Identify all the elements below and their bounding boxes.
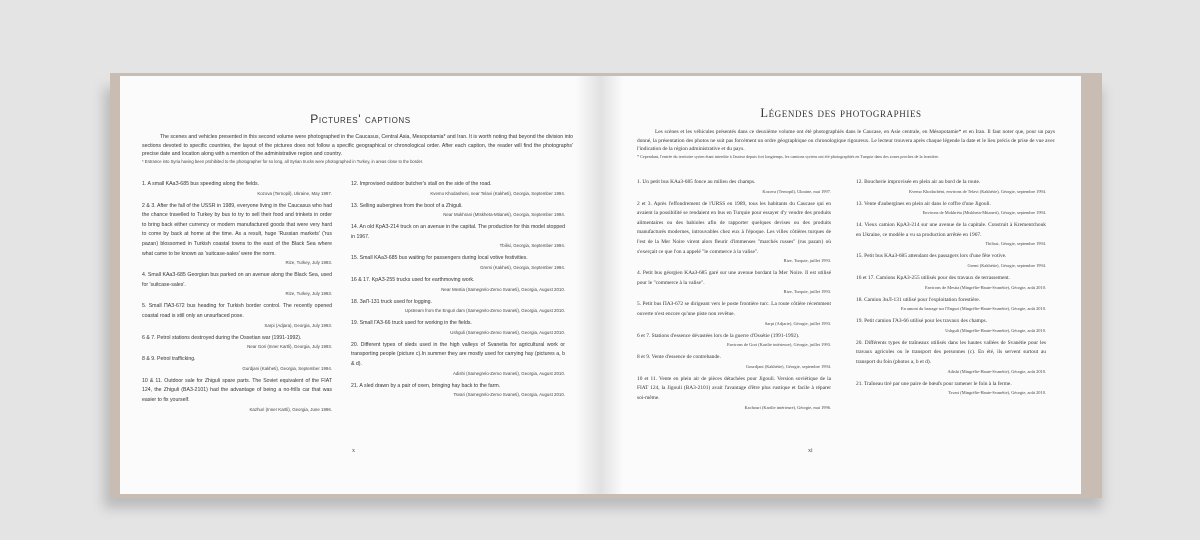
caption-text: 21. A sled drawn by a pair of oxen, bringing hay back to the farm.: [351, 382, 501, 389]
caption-location: Rize, Turquie, juillet 1993.: [783, 258, 831, 264]
caption-item: [637, 375, 831, 412]
caption-location: Tsvari (Mingrélie-Haute-Svanétie), Géorgie, août 2010.: [948, 390, 1046, 396]
caption-text: 6 & 7. Petrol stations destroyed during the Ossetian war (1991-1992).: [142, 334, 302, 341]
caption-item: [637, 332, 831, 350]
caption-location: Near Mukhrani (Mtskheta-Mtianeti), Georgia, September 1994.: [443, 212, 565, 218]
caption-item: [351, 254, 565, 272]
caption-text: 10 & 11. Outdoor sale for Zhiguli spare parts. The Soviet equivalent of the FIAT 124, the Zhiguli (BA3-2101) had the advantage of being a no-frills car that was easier to fix yourself.: [142, 377, 332, 403]
caption-location: Environs de Mokhréta (Mtskheta-Mtianeti), Géorgie, septembre 1994.: [922, 210, 1046, 216]
caption-location: Tbilissi, Géorgie, septembre 1994.: [985, 241, 1046, 247]
caption-location: Kozova (Ternopil), Ukraine, May 1997.: [257, 190, 332, 196]
caption-text: 16 et 17. Camions KpAЗ-255 utilisés pour des travaux de terrassement.: [856, 274, 1010, 281]
caption-text: 1. Un petit bus KAaЗ-685 fonce au milieu des champs.: [637, 179, 756, 185]
caption-location: En amont du barrage sur l'Enguri (Mingrélie-Haute-Svanétie), Géorgie, août 2010.: [900, 306, 1046, 312]
caption-location: Upstream from the Enguri dam (Samegrelo-Zemo Svaneti), Georgia, August 2010.: [404, 308, 565, 314]
caption-item: [142, 202, 332, 268]
caption-text: 20. Différents types de traîneaux utilisés dans les hautes vallées de Svanétie pour les travaux agricoles ou le transport des personnes (c). En été, ils servent surtout au transport du foin (photos a, b et d).: [856, 339, 1046, 365]
caption-text: 2 et 3. Après l'effondrement de l'URSS en 1989, tous les habitants du Caucase qui en avaient la possibilité se rendaient en bus en Turquie pour essayer d'y vendre des produits alimentaires ou des babioles afin de rapporter quelques devises ou des produits manufacturés modernes, introuvables chez eux à l'époque. Les villes côtières turques de l'est de la Mer Noire virent alors fleurir d'immenses "marchés russes" (rus pazarı) où s'exerçait ce que l'on a appelé "le commerce à la valise".: [637, 200, 831, 255]
caption-location: Environs de Mestia (Mingrélie-Haute-Svanétie), Géorgie, août 2010.: [925, 284, 1046, 290]
caption-item: [351, 223, 565, 250]
caption-item: [351, 298, 565, 316]
caption-column-2: [856, 178, 1046, 401]
gutter-shade: [601, 76, 623, 494]
caption-text: 1. A small KAaЗ-685 bus speeding along the fields.: [142, 181, 260, 187]
caption-text: 18. ЗиЛ-131 truck used for logging.: [351, 298, 432, 305]
page-title: Légendes des photographies: [760, 106, 922, 120]
caption-item: [142, 355, 332, 373]
caption-text: 12. Boucherie improvisée en plein air au bord de la route.: [856, 179, 981, 185]
caption-location: Kvemo Khodasheni, near Telavi (Kakheti), Georgia, September 1994.: [430, 190, 565, 196]
caption-item: [351, 319, 565, 337]
caption-text: 19. Small ГАЗ-66 truck used for working in the fields.: [351, 320, 472, 327]
caption-text: 14. Vieux camion KpAЗ-214 sur une avenue de la capitale. Construit à Krementchouk en Ukraine, ce modèle a vu sa production arrêtée en 1967.: [856, 222, 1046, 238]
caption-location: Sarpi (Adjarie), Géorgie, juillet 1993.: [764, 320, 831, 326]
caption-item: [856, 317, 1046, 335]
caption-item: [142, 334, 332, 352]
caption-item: [856, 221, 1046, 248]
intro-paragraph: Les scènes et les véhicules présentés dans ce deuxième volume ont été photographiés dans le Caucase, en Asie centrale, en Mésopotamie* et en Iran. Il faut noter que, pour un pays donné, la présentation des photos ne suit pas forcément un ordre géographique ou chronologique rigoureux. Le lecteur trouvera après chaque légende la date et le lieu précis de prise de vue avec l'indication de la région administrative et du pays.: [637, 129, 1055, 153]
caption-text: 5. Small ПАЗ-672 bus heading for Turkish border control. The recently opened coastal road is still only an unsurfaced pose.: [142, 303, 332, 319]
left-page: [120, 76, 601, 494]
caption-item: [637, 269, 831, 296]
caption-location: Adishi (Mingrélie-Haute-Svanétie), Géorgie, août 2010.: [947, 368, 1046, 374]
caption-text: 21. Traîneau tiré par une paire de bœufs pour ramener le foin à la ferme.: [856, 380, 1012, 387]
caption-item: [637, 353, 831, 371]
caption-item: [856, 252, 1046, 270]
caption-text: 12. Improvised outdoor butcher's stall on the side of the road.: [351, 181, 492, 187]
caption-item: [351, 180, 565, 198]
page-title: Pictures' captions: [310, 112, 411, 126]
caption-location: Ushguli (Samegrelo-Zemo Svaneti), Georgia, August 2010.: [450, 329, 565, 335]
caption-item: [351, 202, 565, 220]
caption-location: Kazhuri (Inner Kartli), Georgia, June 1996.: [249, 406, 332, 412]
page-number: xi: [808, 448, 813, 454]
intro-paragraph: The scenes and vehicles presented in this second volume were photographed in the Caucasus, Central Asia, Mesopotamia* and Iran. It is worth noting that beyond the division into sections devoted to specific countries, the layout of the pictures does not follow a specific geographical or chronological order. After each caption, the reader will find the photographs' precise date and location along with a mention of the administrative region and country.: [142, 134, 573, 158]
caption-location: Kvemo Khodachéni, environs de Telavi (Kakhétie), Géorgie, septembre 1994.: [908, 188, 1046, 194]
caption-text: 20. Different types of sleds used in the high valleys of Svanetia for agricultural work or transporting people (picture c).In summer they are mostly used for carrying hay (pictures a, b & d).: [351, 341, 565, 367]
caption-location: Kachouri (Kartlie intérieure), Géorgie, mai 1996.: [744, 404, 831, 410]
caption-text: 13. Vente d'aubergines en plein air dans le coffre d'une Jigouli.: [856, 200, 991, 207]
caption-text: 14. An old KpAЗ-214 truck on an avenue in the capital. The production for this model stopped in 1967.: [351, 224, 565, 240]
caption-text: 4. Small KAaЗ-685 Georgian bus parked on an avenue along the Black Sea, used for 'suitcase-sales'.: [142, 272, 332, 288]
caption-item: [637, 200, 831, 266]
right-page: [601, 76, 1081, 494]
caption-location: Rize, Turkey, July 1993.: [285, 291, 332, 297]
caption-item: [142, 271, 332, 298]
caption-item: [142, 180, 332, 198]
caption-location: Near Mestia (Samegrelo-Zemo Svaneti), Georgia, August 2010.: [441, 286, 565, 292]
caption-location: Rize, Turkey, July 1993.: [285, 260, 332, 266]
caption-item: [856, 178, 1046, 196]
caption-item: [856, 200, 1046, 218]
caption-item: [351, 382, 565, 400]
caption-item: [856, 339, 1046, 376]
caption-location: Gourdjani (Kakhétie), Géorgie, septembre 1994.: [745, 363, 831, 369]
caption-text: 19. Petit camion ГАЗ-66 utilisé pour les travaux des champs.: [856, 318, 988, 325]
caption-item: [637, 178, 831, 196]
caption-location: Tsvari (Samegrelo-Zemo Svaneti), Georgia, August 2010.: [453, 392, 565, 398]
caption-text: 16 & 17. KpAЗ-255 trucks used for earthmoving work.: [351, 276, 475, 283]
caption-text: 2 & 3. After the fall of the USSR in 1989, everyone living in the Caucasus who had the chance travelled to Turkey by bus to try to sell their food and trinkets in order to bring back either currency or modern manufactured goods that were very hard to come by back at home at the time. As a result, huge 'Russian markets' ('rus pazarı) blossomed in Turkish coastal towns to the east of the Black Sea where what came to be known as 'suitcase-sales' were the norm.: [142, 202, 332, 257]
caption-text: 15. Small KAaЗ-685 bus waiting for passengers during local votive festivities.: [351, 255, 528, 262]
caption-column-1: [142, 180, 332, 418]
caption-text: 15. Petit bus KAaЗ-685 attendant des passagers lors d'une fête votive.: [856, 253, 1007, 260]
caption-text: 8 et 9. Vente d'essence de contrebande.: [637, 354, 721, 361]
caption-location: Sarpi (Adjara), Georgia, July 1993.: [264, 322, 332, 328]
caption-location: Gremi (Kakheti), Georgia, September 1994.: [480, 264, 565, 270]
caption-item: [142, 302, 332, 329]
footnote: * Entrance into Syria having been prohibited to the photographer for so long, all Syrian trucks were photographed in Turkey, in areas close to the border.: [142, 159, 424, 164]
caption-location: Environs de Gori (Kartlie intérieure), Géorgie, juillet 1993.: [726, 342, 831, 348]
caption-item: [142, 377, 332, 414]
gutter-shade: [575, 76, 601, 494]
page-number: x: [352, 448, 355, 454]
caption-location: Rize, Turquie, juillet 1993.: [783, 289, 831, 295]
caption-text: 4. Petit bus géorgien KAaЗ-685 garé sur une avenue bordant la Mer Noire. Il est utilisé pour le "commerce à la valise".: [637, 270, 831, 286]
caption-location: Kozova (Ternopil), Ukraine, mai 1997.: [762, 188, 831, 194]
caption-item: [637, 300, 831, 327]
caption-location: Gremi (Kakhétie), Géorgie, septembre 1994.: [967, 262, 1046, 268]
caption-location: Near Gori (Inner Kartli), Georgia, July 1993.: [247, 344, 332, 350]
footnote: * Cependant, l'entrée du territoire syrien étant interdite à l'auteur depuis fort longtemps, les camions syriens ont été photographiés en Turquie dans des zones proches de la frontière.: [637, 154, 939, 159]
caption-text: 5. Petit bus ПАЗ-672 se dirigeant vers le poste frontière turc. La route côtière récemment ouverte n'est encore qu'une piste non revêtue.: [637, 301, 831, 317]
caption-column-2: [351, 180, 565, 403]
caption-location: Adishi (Samegrelo-Zemo Svaneti), Georgia, August 2010.: [452, 370, 565, 376]
caption-item: [856, 380, 1046, 398]
caption-text: 10 et 11. Vente en plein air de pièces détachées pour Jigouli. Version soviétique de la FIAT 124, la Jigouli (BA3-2101) avait l'avantage d'être plus rustique et facile à réparer soi-même.: [637, 375, 831, 401]
caption-location: Ushguli (Mingrélie-Haute-Svanétie), Géorgie, août 2010.: [945, 327, 1046, 333]
caption-text: 13. Selling aubergines from the boot of a Zhiguli.: [351, 202, 463, 209]
caption-location: Tbilisi, Georgia, September 1994.: [499, 243, 565, 249]
caption-item: [351, 276, 565, 294]
caption-text: 8 & 9. Petrol trafficking.: [142, 356, 196, 363]
caption-item: [856, 296, 1046, 314]
caption-item: [351, 341, 565, 378]
caption-text: 6 et 7. Stations d'essence dévastées lors de la guerre d'Ossétie (1991-1992).: [637, 332, 800, 339]
caption-item: [856, 274, 1046, 292]
caption-text: 18. Camion ЗиЛ-131 utilisé pour l'exploitation forestière.: [856, 296, 980, 303]
caption-location: Gurdjani (Kakheti), Georgia, September 1994.: [242, 365, 332, 371]
caption-column-1: [637, 178, 831, 416]
